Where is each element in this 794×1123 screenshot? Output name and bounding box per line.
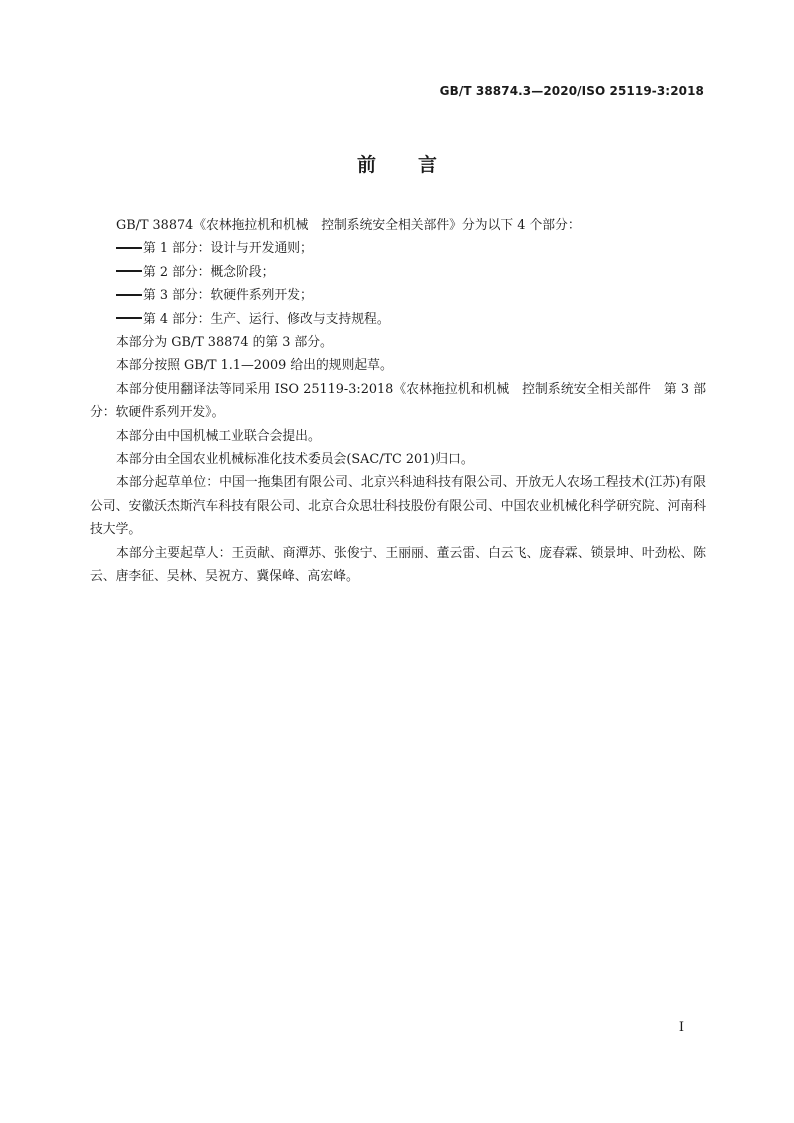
part-4-text: 第 4 部分：生产、运行、修改与支持规程。	[143, 311, 390, 327]
part-2-text: 第 2 部分：概念阶段；	[143, 264, 275, 280]
part-list-item-2	[90, 261, 706, 284]
part-1-text: 第 1 部分：设计与开发通则；	[143, 241, 313, 257]
administrator-paragraph: 本部分由全国农业机械标准化技术委员会(SAC/TC 201)归口。	[116, 452, 474, 468]
foreword-body	[90, 214, 706, 589]
drafting-units-paragraph: 本部分起草单位：中国一拖集团有限公司、北京兴科迪科技有限公司、开放无人农场工程技术(江苏)有限公司、安徽沃杰斯汽车科技有限公司、北京合众思壮科技股份有限公司、中国农业机械化科学研究院、河南科技大学。	[90, 475, 706, 538]
part-list-item-4	[90, 308, 706, 331]
part-list-item-1	[90, 237, 706, 260]
intro-paragraph: GB/T 38874《农林拖拉机和机械 控制系统安全相关部件》分为以下 4 个部分：	[116, 218, 581, 233]
em-dash-icon	[116, 294, 142, 296]
part-3-text: 第 3 部分：软硬件系列开发；	[143, 288, 313, 304]
standard-code: GB/T 38874.3—2020/ISO 25119-3:2018	[439, 84, 704, 98]
em-dash-icon	[116, 317, 142, 319]
em-dash-icon	[116, 247, 142, 249]
part-list-item-3	[90, 284, 706, 307]
drafters-paragraph: 本部分主要起草人：王贡献、商潭苏、张俊宁、王丽丽、董云雷、白云飞、庞春霖、锁景坤、叶劲松、陈云、唐李征、吴林、吴祝方、冀保峰、高宏峰。	[90, 545, 706, 585]
scope-paragraph: 本部分为 GB/T 38874 的第 3 部分。	[116, 335, 333, 351]
proposer-paragraph: 本部分由中国机械工业联合会提出。	[116, 428, 321, 444]
page-number: I	[678, 1020, 684, 1035]
translation-paragraph: 本部分使用翻译法等同采用 ISO 25119-3:2018《农林拖拉机和机械 控制系统安全相关部件 第 3 部分：软硬件系列开发》。	[90, 381, 706, 421]
drafting-rule-paragraph: 本部分按照 GB/T 1.1—2009 给出的规则起草。	[116, 358, 393, 374]
em-dash-icon	[116, 270, 142, 272]
page-title: 前言	[356, 154, 479, 176]
